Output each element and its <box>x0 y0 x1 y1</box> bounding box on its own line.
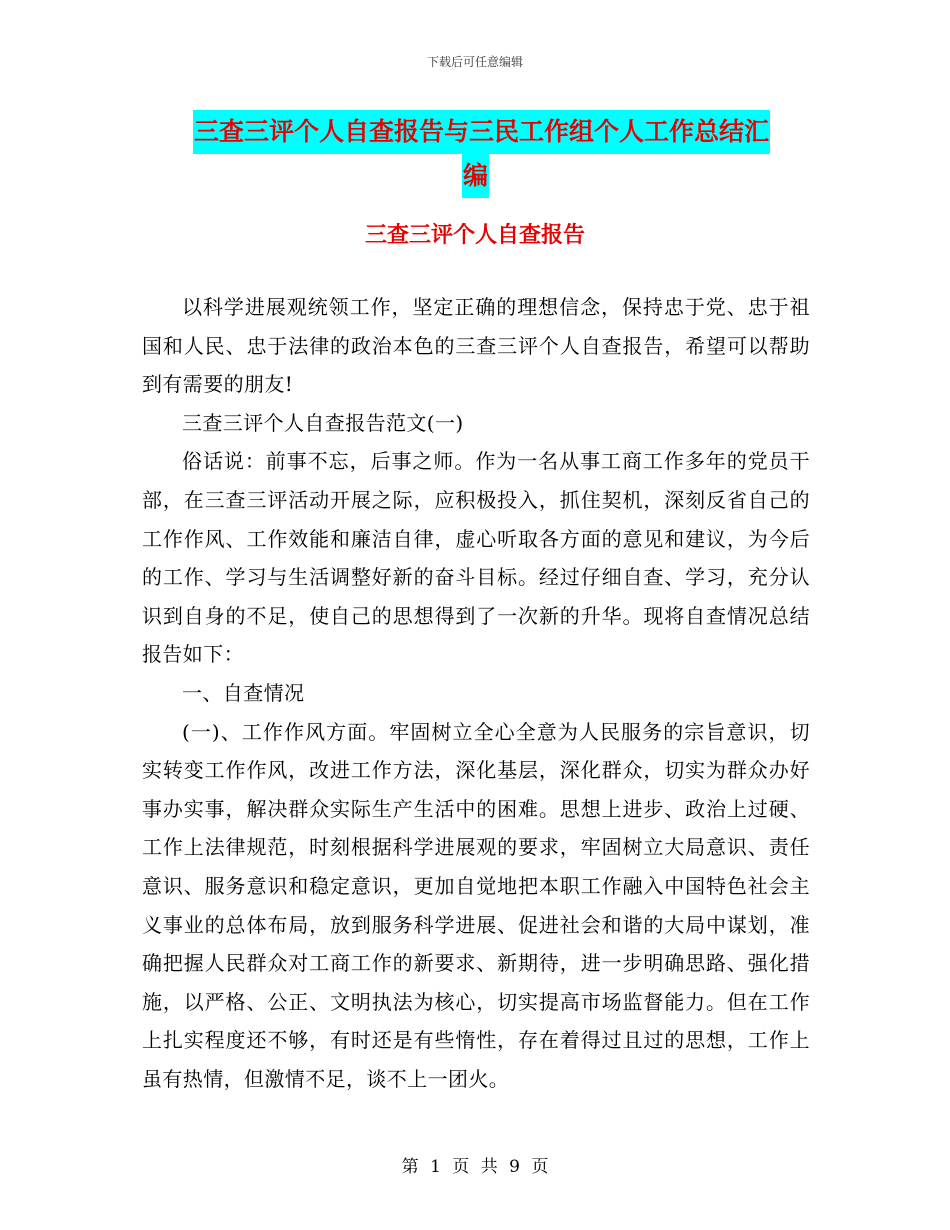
header-note: 下载后可任意编辑 <box>426 55 523 69</box>
section-title: 三查三评个人自查报告 <box>364 223 585 248</box>
section-heading: 一、自查情况 <box>182 680 305 705</box>
body-paragraph: 俗话说：前事不忘，后事之师。作为一名从事工商工作多年的党员干部，在三查三评活动开展之际，应积极投入，抓住契机，深刻反省自己的工作作风、工作效能和廉洁自律，虚心听取各方面的意见和建议，为今后的工作、学习与生活调整好新的奋斗目标。经过仔细自查、学习，充分认识到自身的不足，使自己的思想得到了一次新的升华。现将自查情况总结报告如下： <box>142 449 810 667</box>
title-line-1: 三查三评个人自查报告与三民工作组个人工作总结汇 <box>193 110 770 154</box>
title-line-2: 编 <box>462 154 489 198</box>
document-body <box>142 288 810 1098</box>
page-number: 第 1 页 共 9 页 <box>401 1157 549 1177</box>
body-paragraph: (一)、工作作风方面。牢固树立全心全意为人民服务的宗旨意识，切实转变工作作风，改进工作方法，深化基层，深化群众，切实为群众办好事办实事，解决群众实际生产生活中的困难。思想上进步、政治上过硬、工作上法律规范，时刻根据科学进展观的要求，牢固树立大局意识、责任意识、服务意识和稳定意识，更加自觉地把本职工作融入中国特色社会主义事业的总体布局，放到服务科学进展、促进社会和谐的大局中谋划，准确把握人民群众对工商工作的新要求、新期待，进一步明确思路、强化措施，以严格、公正、文明执法为核心，切实提高市场监督能力。但在工作上扎实程度还不够，有时还是有些惰性，存在着得过且过的思想，工作上虽有热情，但激情不足，谈不上一团火。 <box>142 719 810 1091</box>
document-title <box>0 110 950 198</box>
sample-heading: 三查三评个人自查报告范文(一) <box>182 410 464 435</box>
intro-paragraph: 以科学进展观统领工作，坚定正确的理想信念，保持忠于党、忠于祖国和人民、忠于法律的政治本色的三查三评个人自查报告，希望可以帮助到有需要的朋友! <box>142 295 810 397</box>
